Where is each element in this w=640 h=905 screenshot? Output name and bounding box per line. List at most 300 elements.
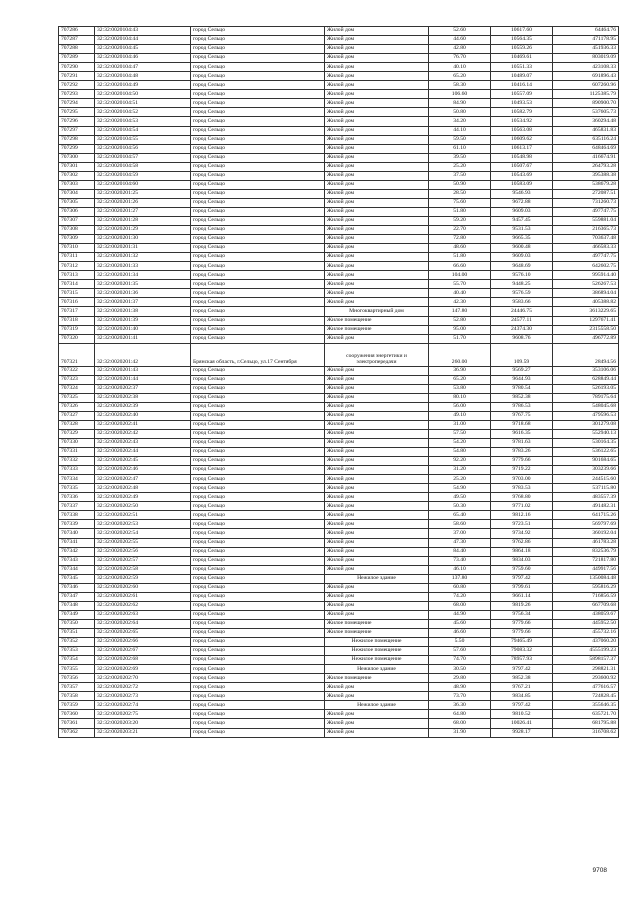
cell-object-type: Жилой дом	[325, 420, 429, 429]
cell-address: город Сельцо	[191, 728, 325, 737]
cell-row-id: 707324	[59, 384, 95, 393]
cell-cadastral-number: 32:32:0020202:58	[95, 565, 191, 574]
cell-area: 60.80	[429, 583, 491, 592]
cell-cadastral-value: 386894.04	[553, 289, 619, 298]
cell-cadastral-value: 548045.68	[553, 402, 619, 411]
cell-row-id: 707327	[59, 411, 95, 420]
cell-address: город Сельцо	[191, 162, 325, 171]
cell-address: город Сельцо	[191, 393, 325, 402]
cell-cadastral-number: 32:32:0020201:31	[95, 244, 191, 253]
cell-address: город Сельцо	[191, 619, 325, 628]
table-row	[59, 366, 619, 375]
table-row	[59, 54, 619, 63]
table-row	[59, 701, 619, 710]
cell-address: город Сельцо	[191, 402, 325, 411]
cell-address: город Сельцо	[191, 556, 325, 565]
cell-row-id: 707315	[59, 289, 95, 298]
cell-row-id: 707289	[59, 54, 95, 63]
cell-row-id: 707354	[59, 656, 95, 665]
cell-address: город Сельцо	[191, 375, 325, 384]
cell-cadastral-value: 497747.75	[553, 253, 619, 262]
cell-cadastral-value: 803019.09	[553, 54, 619, 63]
table-row	[59, 629, 619, 638]
table-body	[59, 27, 619, 738]
cell-row-id: 707359	[59, 701, 95, 710]
cell-cadastral-number: 32:32:0020202:65	[95, 629, 191, 638]
cell-cadastral-number: 32:32:0020201:33	[95, 262, 191, 271]
cell-object-type: Жилой дом	[325, 108, 429, 117]
cell-cadastral-number: 32:32:0020201:40	[95, 325, 191, 334]
table-row	[59, 108, 619, 117]
cell-area: 59.50	[429, 135, 491, 144]
cell-cadastral-value: 559881.04	[553, 216, 619, 225]
cell-cadastral-value: 395388.38	[553, 171, 619, 180]
cell-cadastral-value: 703637.48	[553, 235, 619, 244]
cell-unit-value: 9783.53	[491, 484, 553, 493]
cell-row-id: 707343	[59, 556, 95, 565]
cell-cadastral-number: 32:32:0020202:69	[95, 665, 191, 674]
cell-cadastral-value: 890900.70	[553, 99, 619, 108]
cell-row-id: 707356	[59, 674, 95, 683]
cell-address: город Сельцо	[191, 493, 325, 502]
cell-area: 36.90	[429, 366, 491, 375]
cell-cadastral-value: 667709.68	[553, 601, 619, 610]
table-row	[59, 280, 619, 289]
cell-area: 65.20	[429, 72, 491, 81]
cell-cadastral-value: 491482.31	[553, 502, 619, 511]
cell-object-type: Жилой дом	[325, 226, 429, 235]
cell-unit-value: 10493.53	[491, 99, 553, 108]
cell-address: город Сельцо	[191, 171, 325, 180]
cell-row-id: 707344	[59, 565, 95, 574]
cell-cadastral-number: 32:32:0020104:44	[95, 36, 191, 45]
cell-cadastral-number: 32:32:0020104:55	[95, 135, 191, 144]
table-row	[59, 719, 619, 728]
cell-object-type: Многоквартирный дом	[325, 307, 429, 316]
table-row	[59, 99, 619, 108]
cell-area: 66.60	[429, 262, 491, 271]
cell-row-id: 707297	[59, 126, 95, 135]
cell-cadastral-value: 1125385.79	[553, 90, 619, 99]
cell-row-id: 707341	[59, 538, 95, 547]
cell-address: город Сельцо	[191, 538, 325, 547]
cell-area: 46.10	[429, 565, 491, 574]
cell-object-type: Жилое помещение	[325, 629, 429, 638]
table-row	[59, 226, 619, 235]
cell-cadastral-value: 496772.89	[553, 334, 619, 343]
cell-unit-value: 9797.42	[491, 665, 553, 674]
cell-unit-value: 9834.03	[491, 556, 553, 565]
cell-cadastral-number: 32:32:0020202:46	[95, 466, 191, 475]
cell-address: город Сельцо	[191, 72, 325, 81]
cell-area: 54.80	[429, 448, 491, 457]
table-row	[59, 90, 619, 99]
cell-unit-value: 10564.35	[491, 36, 553, 45]
cell-cadastral-number: 32:32:0020202:39	[95, 402, 191, 411]
cell-unit-value: 9756.34	[491, 610, 553, 619]
cell-row-id: 707325	[59, 393, 95, 402]
cell-area: 29.80	[429, 674, 491, 683]
cell-cadastral-number: 32:32:0020202:44	[95, 448, 191, 457]
cell-address: город Сельцо	[191, 429, 325, 438]
cell-object-type: Жилой дом	[325, 36, 429, 45]
cell-row-id: 707337	[59, 502, 95, 511]
cell-row-id: 707314	[59, 280, 95, 289]
cell-cadastral-number: 32:32:0020202:67	[95, 647, 191, 656]
cell-object-type: Жилой дом	[325, 216, 429, 225]
cell-unit-value: 9786.53	[491, 402, 553, 411]
cell-cadastral-value: 1350084.48	[553, 574, 619, 583]
table-row	[59, 439, 619, 448]
cell-object-type: Жилой дом	[325, 162, 429, 171]
cell-address: город Сельцо	[191, 629, 325, 638]
cell-cadastral-value: 360192.04	[553, 529, 619, 538]
cell-area: 51.80	[429, 207, 491, 216]
table-row	[59, 411, 619, 420]
cell-address: город Сельцо	[191, 316, 325, 325]
cell-cadastral-value: 5898157.37	[553, 656, 619, 665]
cell-area: 72.80	[429, 235, 491, 244]
cell-address: город Сельцо	[191, 27, 325, 36]
cell-cadastral-number: 32:32:0020201:43	[95, 366, 191, 375]
cell-row-id: 707332	[59, 457, 95, 466]
cell-address: город Сельцо	[191, 529, 325, 538]
cell-area: 65.40	[429, 511, 491, 520]
cell-unit-value: 9672.88	[491, 198, 553, 207]
table-row	[59, 81, 619, 90]
table-row	[59, 207, 619, 216]
cell-area: 40.40	[429, 289, 491, 298]
cell-object-type: Жилой дом	[325, 728, 429, 737]
cell-address: город Сельцо	[191, 420, 325, 429]
cell-object-type: Жилой дом	[325, 538, 429, 547]
cell-cadastral-value: 445952.50	[553, 619, 619, 628]
cell-unit-value: 9834.85	[491, 692, 553, 701]
cell-object-type: Жилой дом	[325, 547, 429, 556]
cell-object-type: Жилой дом	[325, 529, 429, 538]
cell-address: город Сельцо	[191, 475, 325, 484]
cell-unit-value: 10543.69	[491, 171, 553, 180]
cell-object-type: Жилое помещение	[325, 674, 429, 683]
cell-unit-value: 9546.93	[491, 189, 553, 198]
cell-cadastral-value: 569797.69	[553, 520, 619, 529]
cell-cadastral-number: 32:32:0020104:48	[95, 72, 191, 81]
table-row	[59, 538, 619, 547]
cell-area: 25.20	[429, 162, 491, 171]
cell-cadastral-value: 360294.48	[553, 117, 619, 126]
cell-cadastral-number: 32:32:0020104:43	[95, 27, 191, 36]
cell-cadastral-number: 32:32:0020202:51	[95, 511, 191, 520]
cell-row-id: 707320	[59, 334, 95, 343]
cell-address: город Сельцо	[191, 135, 325, 144]
cell-cadastral-number: 32:32:0020104:49	[95, 81, 191, 90]
cell-area: 50.90	[429, 180, 491, 189]
cell-object-type: Жилой дом	[325, 601, 429, 610]
cell-cadastral-value: 497747.75	[553, 207, 619, 216]
table-row	[59, 547, 619, 556]
cell-unit-value: 24446.75	[491, 307, 553, 316]
cell-address: город Сельцо	[191, 117, 325, 126]
cell-cadastral-number: 32:32:0020104:53	[95, 117, 191, 126]
table-row	[59, 189, 619, 198]
table-row	[59, 665, 619, 674]
cell-area: 73.70	[429, 692, 491, 701]
cell-cadastral-value: 449917.56	[553, 565, 619, 574]
page-number: 9708	[592, 867, 607, 874]
cell-row-id: 707292	[59, 81, 95, 90]
table-row	[59, 180, 619, 189]
cell-cadastral-number: 32:32:0020104:45	[95, 45, 191, 54]
cell-object-type: Жилой дом	[325, 144, 429, 153]
cell-area: 104.00	[429, 271, 491, 280]
cell-cadastral-value: 607260.96	[553, 81, 619, 90]
cell-row-id: 707348	[59, 601, 95, 610]
cell-address: город Сельцо	[191, 81, 325, 90]
cell-row-id: 707301	[59, 162, 95, 171]
cell-unit-value: 78957.93	[491, 656, 553, 665]
cell-cadastral-value: 423108.33	[553, 63, 619, 72]
cell-area: 106.60	[429, 90, 491, 99]
cell-row-id: 707336	[59, 493, 95, 502]
cell-cadastral-number: 32:32:0020104:52	[95, 108, 191, 117]
cell-area: 92.20	[429, 457, 491, 466]
cell-address: город Сельцо	[191, 574, 325, 583]
cell-row-id: 707351	[59, 629, 95, 638]
cell-unit-value: 9819.26	[491, 601, 553, 610]
cell-row-id: 707326	[59, 402, 95, 411]
cell-cadastral-value: 3613229.65	[553, 307, 619, 316]
cell-area: 31.20	[429, 466, 491, 475]
table-row	[59, 556, 619, 565]
cell-address: город Сельцо	[191, 271, 325, 280]
cell-address: город Сельцо	[191, 692, 325, 701]
cell-unit-value: 9648.69	[491, 262, 553, 271]
cell-cadastral-value: 635116.24	[553, 135, 619, 144]
cell-area: 59.20	[429, 216, 491, 225]
cell-area: 68.00	[429, 719, 491, 728]
cell-object-type: Жилой дом	[325, 520, 429, 529]
cell-row-id: 707334	[59, 475, 95, 484]
cell-unit-value: 10617.60	[491, 27, 553, 36]
cell-address: город Сельцо	[191, 334, 325, 343]
cell-address: город Сельцо	[191, 701, 325, 710]
cell-object-type: Жилой дом	[325, 262, 429, 271]
cell-address: город Сельцо	[191, 457, 325, 466]
cell-area: 56.00	[429, 402, 491, 411]
cell-unit-value: 79465.49	[491, 638, 553, 647]
cell-area: 57.50	[429, 429, 491, 438]
cell-object-type: Жилой дом	[325, 439, 429, 448]
cell-unit-value: 9665.35	[491, 235, 553, 244]
cell-row-id: 707353	[59, 647, 95, 656]
cell-object-type: Жилой дом	[325, 683, 429, 692]
table-row	[59, 375, 619, 384]
cell-address: город Сельцо	[191, 153, 325, 162]
cell-unit-value: 9718.68	[491, 420, 553, 429]
cell-cadastral-number: 32:32:0020104:56	[95, 144, 191, 153]
cell-cadastral-number: 32:32:0020201:30	[95, 235, 191, 244]
cell-cadastral-value: 483557.39	[553, 493, 619, 502]
cell-unit-value: 10469.61	[491, 54, 553, 63]
cell-unit-value: 9797.42	[491, 574, 553, 583]
cell-cadastral-number: 32:32:0020202:41	[95, 420, 191, 429]
cell-row-id: 707291	[59, 72, 95, 81]
cell-address: город Сельцо	[191, 207, 325, 216]
cell-cadastral-value: 642602.75	[553, 262, 619, 271]
cell-unit-value: 9783.26	[491, 448, 553, 457]
cell-address: город Сельцо	[191, 610, 325, 619]
cell-object-type: Жилой дом	[325, 583, 429, 592]
table-row	[59, 511, 619, 520]
cell-object-type: Жилой дом	[325, 117, 429, 126]
cell-cadastral-value: 471178.95	[553, 36, 619, 45]
cell-cadastral-number: 32:32:0020202:50	[95, 502, 191, 511]
cell-row-id: 707333	[59, 466, 95, 475]
cell-object-type: Нежилое здание	[325, 574, 429, 583]
cell-unit-value: 9781.63	[491, 439, 553, 448]
cell-unit-value: 9852.38	[491, 674, 553, 683]
cell-row-id: 707339	[59, 520, 95, 529]
cell-unit-value: 9759.60	[491, 565, 553, 574]
cell-object-type: Жилой дом	[325, 45, 429, 54]
cell-unit-value: 9600.48	[491, 244, 553, 253]
cell-cadastral-value: 298821.31	[553, 665, 619, 674]
cell-area: 50.80	[429, 108, 491, 117]
cell-unit-value: 9576.59	[491, 289, 553, 298]
cell-cadastral-number: 32:32:0020201:37	[95, 298, 191, 307]
cell-cadastral-number: 32:32:0020202:61	[95, 592, 191, 601]
cell-unit-value: 9661.14	[491, 592, 553, 601]
cell-area: 260.00	[429, 343, 491, 366]
table-row	[59, 144, 619, 153]
table-row	[59, 244, 619, 253]
cell-unit-value: 9719.22	[491, 466, 553, 475]
cell-row-id: 707295	[59, 108, 95, 117]
cell-object-type: Нежилое помещение	[325, 638, 429, 647]
cell-cadastral-number: 32:32:0020202:56	[95, 547, 191, 556]
table-row	[59, 262, 619, 271]
cell-cadastral-value: 731260.73	[553, 198, 619, 207]
cell-row-id: 707288	[59, 45, 95, 54]
cell-cadastral-value: 272087.51	[553, 189, 619, 198]
cell-cadastral-number: 32:32:0020201:29	[95, 226, 191, 235]
table-row	[59, 271, 619, 280]
cell-object-type: Жилой дом	[325, 402, 429, 411]
cell-cadastral-number: 32:32:0020202:66	[95, 638, 191, 647]
cell-cadastral-value: 438059.67	[553, 610, 619, 619]
cell-object-type: Жилое помещение	[325, 325, 429, 334]
cell-area: 74.20	[429, 592, 491, 601]
cell-address: город Сельцо	[191, 289, 325, 298]
cell-row-id: 707286	[59, 27, 95, 36]
cell-cadastral-number: 32:32:0020202:54	[95, 529, 191, 538]
table-row	[59, 710, 619, 719]
cell-unit-value: 79083.32	[491, 647, 553, 656]
cell-object-type: Жилой дом	[325, 90, 429, 99]
cell-cadastral-value: 648464.69	[553, 144, 619, 153]
cell-object-type: Жилой дом	[325, 484, 429, 493]
cell-object-type: Жилой дом	[325, 27, 429, 36]
cell-address: Брянская область, г.Сельцо, ул.17 Сентября	[191, 343, 325, 366]
cell-unit-value: 10583.09	[491, 180, 553, 189]
cell-cadastral-value: 526193.05	[553, 384, 619, 393]
cell-object-type: Жилой дом	[325, 153, 429, 162]
cell-object-type: Жилой дом	[325, 511, 429, 520]
cell-cadastral-number: 32:32:0020202:48	[95, 484, 191, 493]
cell-row-id: 707305	[59, 198, 95, 207]
cell-row-id: 707299	[59, 144, 95, 153]
cell-area: 57.60	[429, 647, 491, 656]
cell-address: город Сельцо	[191, 216, 325, 225]
cell-area: 65.20	[429, 375, 491, 384]
cell-area: 31.00	[429, 420, 491, 429]
cell-unit-value: 10534.92	[491, 117, 553, 126]
cell-address: город Сельцо	[191, 547, 325, 556]
cell-unit-value: 9767.21	[491, 683, 553, 692]
cell-cadastral-number: 32:32:0020201:28	[95, 216, 191, 225]
table-row	[59, 619, 619, 628]
cell-area: 42.30	[429, 298, 491, 307]
cell-cadastral-number: 32:32:0020104:46	[95, 54, 191, 63]
cell-cadastral-number: 32:32:0020202:68	[95, 656, 191, 665]
cell-object-type: Жилой дом	[325, 135, 429, 144]
cell-row-id: 707358	[59, 692, 95, 701]
cell-area: 42.80	[429, 45, 491, 54]
cell-cadastral-value: 641715.26	[553, 511, 619, 520]
cell-cadastral-value: 353106.06	[553, 366, 619, 375]
cell-address: город Сельцо	[191, 719, 325, 728]
cell-object-type: Жилой дом	[325, 556, 429, 565]
cell-area: 54.20	[429, 439, 491, 448]
cell-object-type: Жилой дом	[325, 99, 429, 108]
cell-cadastral-value: 724828.45	[553, 692, 619, 701]
cell-object-type: Жилой дом	[325, 72, 429, 81]
table-row	[59, 171, 619, 180]
cell-cadastral-number: 32:32:0020203:21	[95, 728, 191, 737]
table-row	[59, 393, 619, 402]
cell-cadastral-number: 32:32:0020201:38	[95, 307, 191, 316]
cell-area: 51.70	[429, 334, 491, 343]
cell-unit-value: 9779.66	[491, 619, 553, 628]
cell-area: 34.20	[429, 117, 491, 126]
table-row	[59, 475, 619, 484]
cell-object-type: Жилой дом	[325, 280, 429, 289]
cell-unit-value: 109.59	[491, 343, 553, 366]
cell-address: город Сельцо	[191, 601, 325, 610]
cell-row-id: 707308	[59, 226, 95, 235]
table-row	[59, 683, 619, 692]
table-row	[59, 253, 619, 262]
cell-object-type: Жилой дом	[325, 207, 429, 216]
table-row	[59, 610, 619, 619]
cell-unit-value: 10559.26	[491, 45, 553, 54]
table-row	[59, 728, 619, 737]
cell-object-type: Жилой дом	[325, 244, 429, 253]
cell-row-id: 707328	[59, 420, 95, 429]
cell-object-type: Жилой дом	[325, 384, 429, 393]
cell-row-id: 707290	[59, 63, 95, 72]
cell-row-id: 707321	[59, 343, 95, 366]
cell-cadastral-value: 536122.65	[553, 448, 619, 457]
cell-area: 76.70	[429, 54, 491, 63]
cell-object-type: Жилой дом	[325, 298, 429, 307]
cell-area: 95.00	[429, 325, 491, 334]
cell-area: 44.10	[429, 126, 491, 135]
cell-row-id: 707322	[59, 366, 95, 375]
table-row	[59, 27, 619, 36]
cell-row-id: 707294	[59, 99, 95, 108]
cell-area: 45.60	[429, 619, 491, 628]
